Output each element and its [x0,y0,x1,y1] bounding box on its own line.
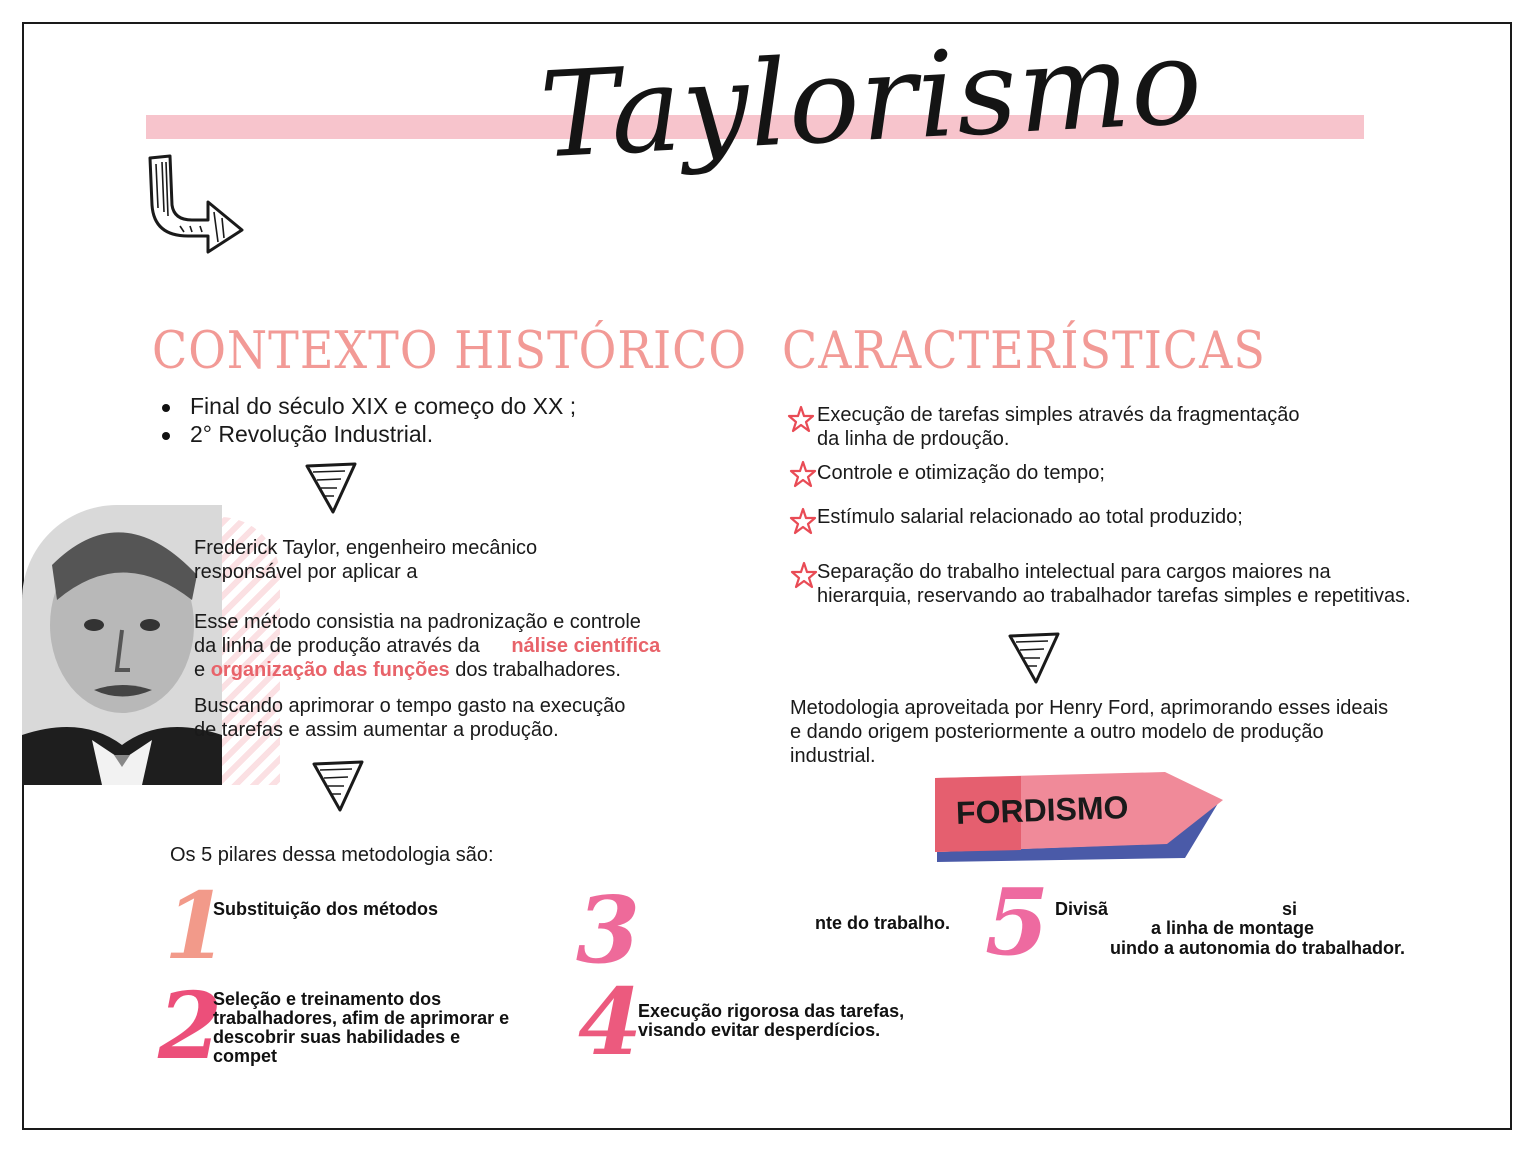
taylor-line2: responsável por aplicar a [194,561,418,583]
pilar-number-1: 1 [164,872,229,980]
taylor-line1: Frederick Taylor, engenheiro mecânico [194,537,538,559]
caracteristica-3: Estímulo salarial relacionado ao total produzido; [817,506,1243,528]
pilar-5-line2: si [1282,899,1298,919]
star-icon [789,507,817,535]
metodo-line3-post: dos trabalhadores. [455,659,621,681]
triangle-down-icon [1006,630,1062,686]
pilares-intro: Os 5 pilares dessa metodologia são: [170,844,494,866]
caracteristica-2: Controle e otimização do tempo; [817,462,1105,484]
triangle-down-icon [310,758,366,814]
ford-line1: Metodologia aproveitada por Henry Ford, aprimorando esses ideais [790,697,1389,719]
caracteristicas-heading: CARACTERÍSTICAS [782,320,1266,381]
star-icon [790,561,818,589]
triangle-down-icon [303,460,359,516]
busca-line2: de tarefas e assim aumentar a produção. [194,719,559,741]
highlight-analise: nálise científica [511,635,661,657]
page-title: Taylorismo [536,12,1207,185]
pilar-5-line1: Divisã [1055,899,1109,919]
caracteristica-4-line2: hierarquia, reservando ao trabalhador tarefas simples e repetitivas. [817,585,1411,607]
caracteristica-4-line1: Separação do trabalho intelectual para cargos maiores na [817,561,1331,583]
contexto-bullets [160,392,576,448]
pilar-3-text: nte do trabalho. [815,913,950,933]
busca-line1: Buscando aprimorar o tempo gasto na execução [194,695,626,717]
curved-arrow-icon [140,150,250,255]
pilar-4-line1: Execução rigorosa das tarefas, [638,1001,905,1021]
metodo-line2-pre: da linha de produção através da [194,635,480,657]
pilar-2-line3: descobrir suas habilidades e [213,1027,461,1047]
pilar-5-line4: uindo a autonomia do trabalhador. [1110,938,1406,958]
highlight-organizacao: organização das funções [210,659,450,681]
pilar-2-line1: Seleção e treinamento dos [213,989,442,1009]
star-icon [789,460,817,488]
metodo-line1: Esse método consistia na padronização e controle [194,611,641,633]
portrait-frederick-taylor [22,505,222,785]
metodo-line2 [194,634,660,658]
caracteristica-1-line2: da linha de prdoução. [817,428,1010,450]
pilar-1-text: Substituição dos métodos [213,899,439,919]
pilar-number-2: 2 [158,972,223,1080]
pilar-5-line3: a linha de montage [1151,918,1315,938]
star-icon [787,405,815,433]
pilar-2-line4: compet [213,1046,278,1066]
list-item: Final do século XIX e começo do XX ; [160,392,576,420]
pilar-number-5: 5 [985,868,1050,976]
ford-line2: e dando origem posteriormente a outro modelo de produção [790,721,1324,743]
contexto-heading: CONTEXTO HISTÓRICO [152,320,748,381]
ford-line3: industrial. [790,745,876,767]
metodo-line3 [194,658,621,682]
list-item: 2° Revolução Industrial. [160,420,576,448]
pilar-number-4: 4 [578,968,643,1076]
caracteristica-1-line1: Execução de tarefas simples através da fragmentação [817,404,1300,426]
pilar-number-3: 3 [576,876,641,984]
pilar-2-line2: trabalhadores, afim de aprimorar e [213,1008,510,1028]
metodo-line3-pre: e [194,659,206,681]
pilar-4-line2: visando evitar desperdícios. [638,1020,881,1040]
fordismo-label: FORDISMO [955,789,1130,831]
